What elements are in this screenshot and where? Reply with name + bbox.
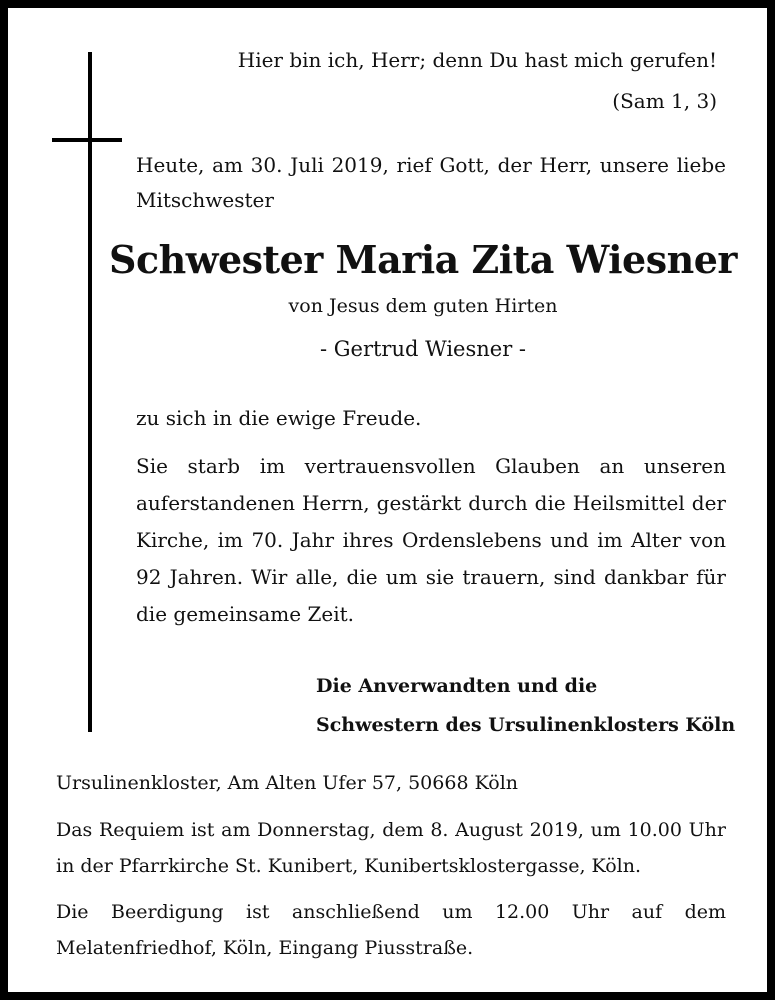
burial-info: Die Beerdigung ist anschließend um 12.00 Uhr auf dem Melatenfriedhof, Köln, Eingang Piusstraße. (56, 901, 726, 959)
signature-line-2: Schwestern des Ursulinenklosters Köln (316, 714, 736, 736)
body-text: Sie starb im vertrauensvollen Glauben an unseren auferstandenen Herrn, gestärkt durch die Heilsmittel der Kirche, im 70. Jahr ihres Ordenslebens und im Alter von 92 Jahren. Wir alle, die um sie trauern, sind dankbar für die gemeinsame Zeit. (136, 454, 726, 626)
joy-line: zu sich in die ewige Freude. (136, 406, 422, 430)
cross-bar-icon (52, 138, 122, 142)
intro-text: Heute, am 30. Juli 2019, rief Gott, der Herr, unsere liebe Mitschwester (136, 153, 726, 212)
bible-reference: (Sam 1, 3) (612, 89, 717, 113)
civil-name: - Gertrud Wiesner - (319, 337, 527, 361)
bible-quote: Hier bin ich, Herr; denn Du hast mich gerufen! (237, 48, 717, 72)
religious-title: von Jesus dem guten Hirten (288, 295, 558, 317)
signature-line-1: Die Anverwandten und die (316, 675, 598, 697)
deceased-name: Schwester Maria Zita Wiesner (109, 237, 737, 282)
requiem-info: Das Requiem ist am Donnerstag, dem 8. August 2019, um 10.00 Uhr in der Pfarrkirche St. Kunibert, Kunibertsklostergasse, Köln. (56, 819, 726, 877)
convent-address: Ursulinenkloster, Am Alten Ufer 57, 50668 Köln (56, 772, 519, 794)
cross-icon (88, 52, 92, 732)
